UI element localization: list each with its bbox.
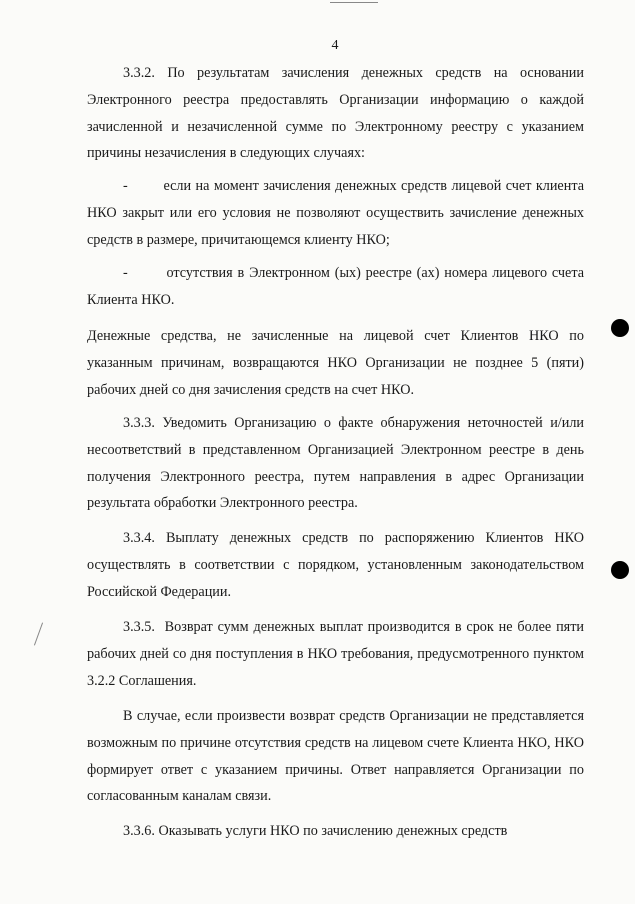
- scan-artifact: [34, 623, 43, 646]
- scan-artifact: [330, 2, 378, 3]
- binder-hole-mark: [611, 319, 629, 337]
- bullet-item-missing-account: - отсутствия в Электронном (ых) реестре (ах) номера лицевого счета Клиента НКО.: [87, 265, 584, 308]
- paragraph-returned-funds: Денежные средства, не зачисленные на лицевой счет Клиентов НКО по указанным причинам, возвращаются НКО Организации не позднее 5 (пяти) рабочих дней со дня зачисления средств на счет НКО.: [87, 328, 584, 398]
- paragraph-3-3-2: 3.3.2. По результатам зачисления денежных средств на основании Электронного реестра предоставлять Организации информацию о каждой зачисленной и незачисленной сумме по Электронному реестру с указанием причины незачисления в следующих случаях:: [87, 65, 584, 162]
- paragraph-3-3-3: 3.3.3. Уведомить Организацию о факте обнаружения неточностей и/или несоответствий в представленном Организацией Электронном реестре в день получения Электронного реестра, путем направления в адрес Организации результата обработки Электронного реестра.: [87, 415, 584, 512]
- paragraph-3-3-6: 3.3.6. Оказывать услуги НКО по зачислению денежных средств: [123, 823, 508, 839]
- paragraph-3-3-4: 3.3.4. Выплату денежных средств по распоряжению Клиентов НКО осуществлять в соответствии с порядком, установленным законодательством Российской Федерации.: [87, 530, 584, 600]
- page-number: 4: [331, 38, 339, 53]
- bullet-item-account-closed: - если на момент зачисления денежных средств лицевой счет клиента НКО закрыт или его условия не позволяют осуществить зачисление денежных средств в размере, причитающемся клиенту НКО;: [87, 178, 584, 248]
- paragraph-3-3-5: 3.3.5. Возврат сумм денежных выплат производится в срок не более пяти рабочих дней со дня поступления в НКО требования, предусмотренного пунктом 3.2.2 Соглашения.: [87, 619, 584, 689]
- binder-hole-mark: [611, 561, 629, 579]
- paragraph-refund-impossible: В случае, если произвести возврат средств Организации не представляется возможным по причине отсутствия средств на лицевом счете Клиента НКО, НКО формирует ответ с указанием причины. Ответ направляется Организации по согласованным каналам связи.: [87, 708, 584, 805]
